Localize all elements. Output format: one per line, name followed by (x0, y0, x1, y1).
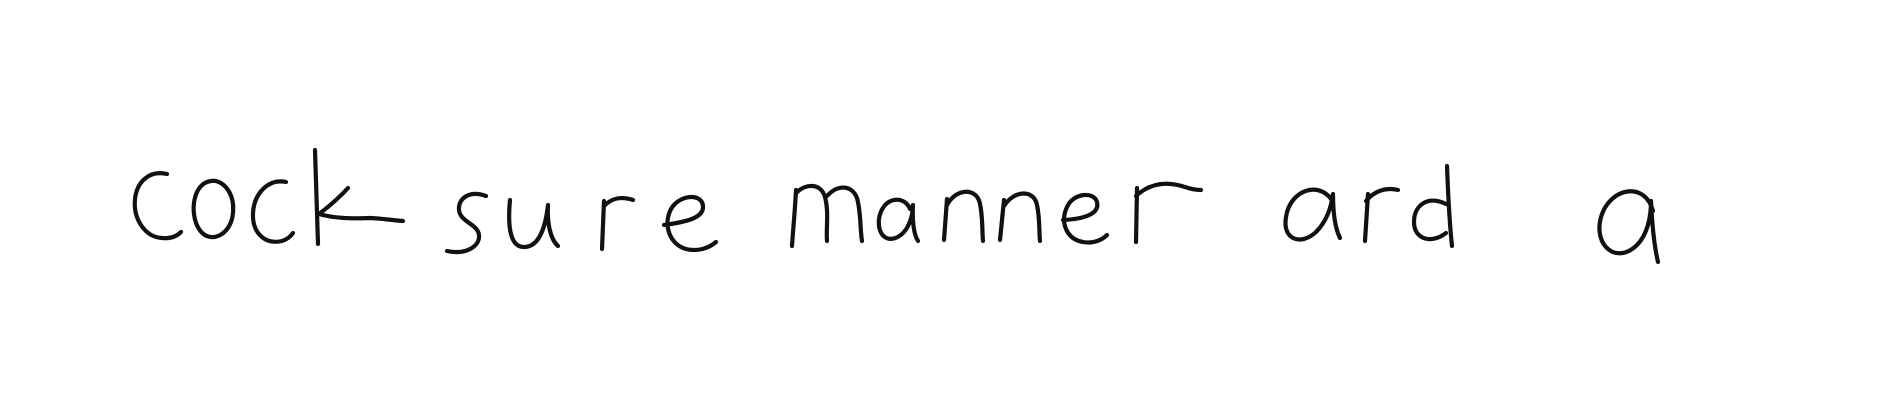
word-cocksure (135, 150, 716, 252)
word-manner (792, 184, 1201, 246)
word-a (1599, 191, 1658, 262)
word-and (1285, 166, 1452, 246)
